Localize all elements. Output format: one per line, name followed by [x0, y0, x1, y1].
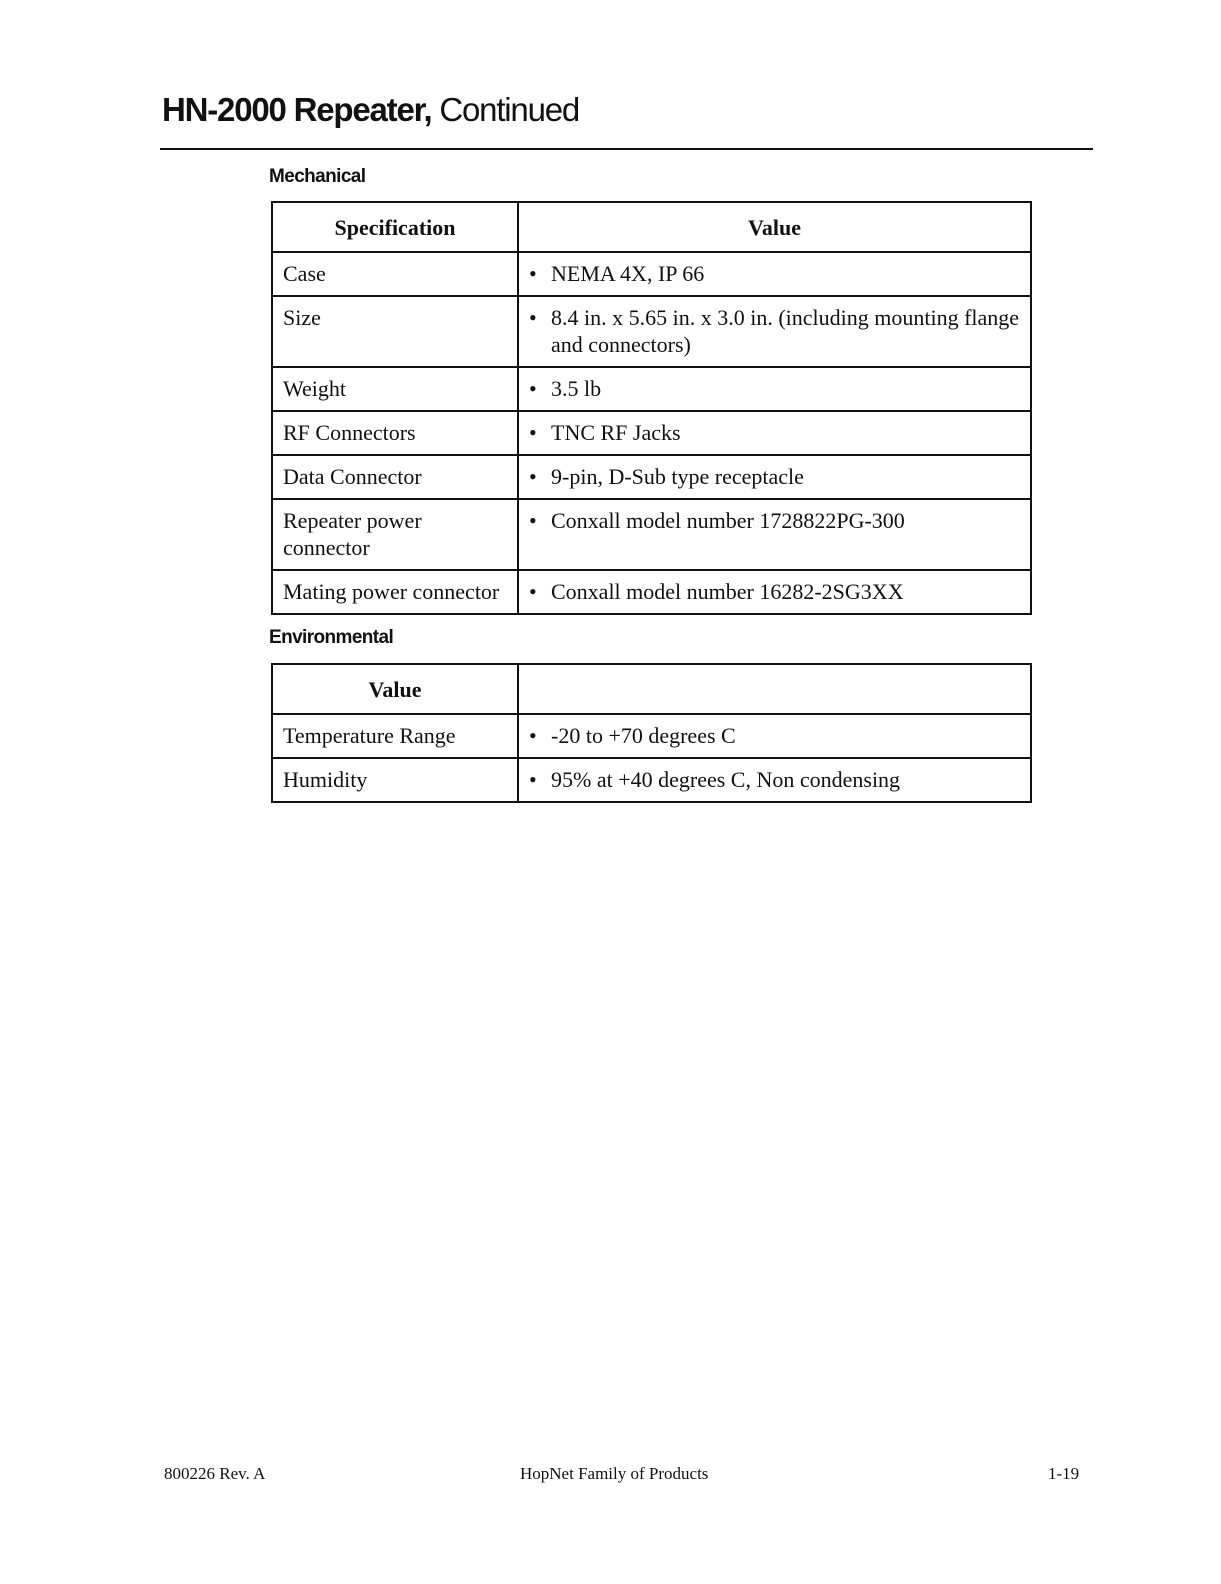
value-text: Conxall model number 16282-2SG3XX: [551, 579, 904, 604]
bullet-icon: •: [529, 508, 537, 533]
spec-cell: Size: [272, 296, 518, 367]
column-header-empty: [518, 664, 1031, 714]
table-row: [272, 411, 1031, 455]
table-row: [272, 714, 1031, 758]
table-header-row: [272, 664, 1031, 714]
table-row: [272, 570, 1031, 614]
page-title-continued: Continued: [439, 91, 580, 128]
bullet-icon: •: [529, 579, 537, 604]
bullet-icon: •: [529, 767, 537, 792]
bullet-icon: •: [529, 464, 537, 489]
value-cell: [518, 411, 1031, 455]
bullet-icon: •: [529, 420, 537, 445]
value-text: -20 to +70 degrees C: [551, 723, 736, 748]
spec-cell: Temperature Range: [272, 714, 518, 758]
value-cell: [518, 499, 1031, 570]
bullet-icon: •: [529, 723, 537, 748]
spec-cell: RF Connectors: [272, 411, 518, 455]
footer-page-number: 1-19: [1048, 1464, 1080, 1483]
table-row: [272, 499, 1031, 570]
value-cell: [518, 455, 1031, 499]
table-row: [272, 296, 1031, 367]
spec-cell: Case: [272, 252, 518, 296]
value-cell: [518, 714, 1031, 758]
table-row: [272, 367, 1031, 411]
column-header-value: Value: [272, 664, 518, 714]
page-title-main: HN-2000 Repeater,: [162, 91, 432, 128]
footer-doc-number: 800226 Rev. A: [164, 1464, 266, 1483]
value-cell: [518, 252, 1031, 296]
value-text: NEMA 4X, IP 66: [551, 261, 705, 286]
page-title: [162, 88, 579, 132]
value-cell: [518, 367, 1031, 411]
value-text: 3.5 lb: [551, 376, 602, 401]
table-row: [272, 455, 1031, 499]
table-row: [272, 758, 1031, 802]
column-header-value: Value: [518, 202, 1031, 252]
column-header-specification: Specification: [272, 202, 518, 252]
spec-cell: Weight: [272, 367, 518, 411]
value-text: Conxall model number 1728822PG-300: [551, 508, 905, 533]
bullet-icon: •: [529, 261, 537, 286]
value-text: 8.4 in. x 5.65 in. x 3.0 in. (including mounting flange and connectors): [551, 305, 1020, 357]
value-text: 95% at +40 degrees C, Non condensing: [551, 767, 901, 792]
value-cell: [518, 758, 1031, 802]
value-cell: [518, 296, 1031, 367]
value-cell: [518, 570, 1031, 614]
bullet-icon: •: [529, 376, 537, 401]
mechanical-heading: Mechanical: [269, 166, 366, 187]
spec-cell: Humidity: [272, 758, 518, 802]
value-text: 9-pin, D-Sub type receptacle: [551, 464, 804, 489]
mechanical-table: [271, 201, 1032, 615]
spec-cell: Repeater power connector: [272, 499, 518, 570]
value-text: TNC RF Jacks: [551, 420, 681, 445]
title-rule: [160, 148, 1093, 150]
spec-cell: Data Connector: [272, 455, 518, 499]
spec-cell: Mating power connector: [272, 570, 518, 614]
footer-title: HopNet Family of Products: [520, 1464, 709, 1483]
environmental-table: [271, 663, 1032, 803]
table-header-row: [272, 202, 1031, 252]
environmental-heading: Environmental: [269, 627, 394, 648]
table-row: [272, 252, 1031, 296]
bullet-icon: •: [529, 305, 537, 330]
